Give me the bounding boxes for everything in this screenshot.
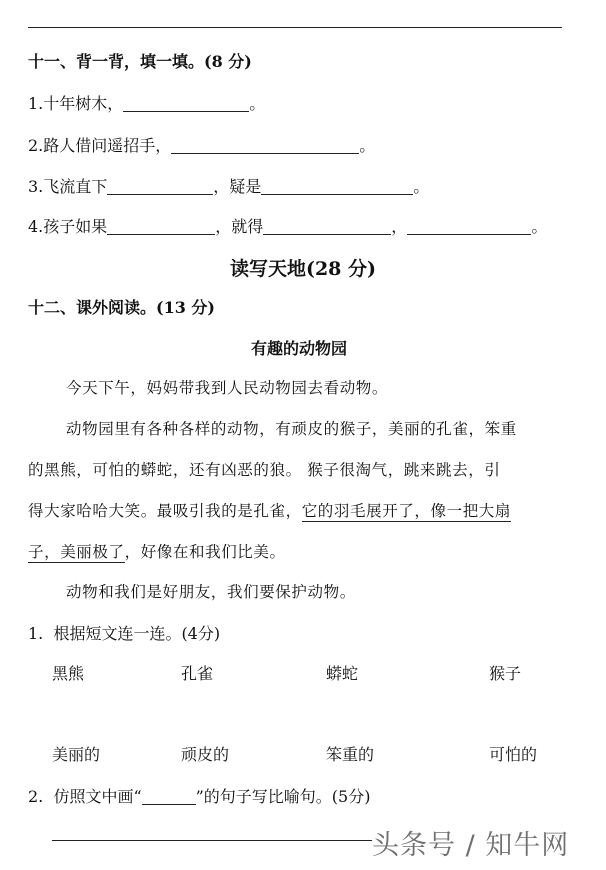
section-heading: 读写天地(28 分) [229,258,377,280]
match-bottom-item[interactable]: 笨重的 [326,745,375,764]
fill-item-3-text: 3.飞流直下 [28,177,108,196]
fill-item-4-text: 4.孩子如果 [28,217,108,236]
underlined-sentence: 子，美丽极了 [28,543,125,561]
match-top-item[interactable]: 黑熊 [52,664,85,683]
fill-item-2: 2.路人借问遥招手， 。 [28,136,376,155]
story-line-3: 得大家哈哈大笑。最吸引我的是孔雀，它的羽毛展开了，像一把大扇 [28,502,512,520]
underline-sample [142,788,196,805]
story-line-4: 子，美丽极了，好像在和我们比美。 [28,543,286,561]
story-paragraph-3: 动物和我们是好朋友，我们要保护动物。 [66,583,356,601]
match-top-item[interactable]: 蟒蛇 [326,664,359,683]
story-line-1: 动物园里有各种各样的动物，有顽皮的猴子，美丽的孔雀，笨重 [66,420,517,438]
fill-item-1: 1.十年树木， 。 [28,94,266,113]
watermark: 头条号 / 知牛网 [372,830,570,861]
answer-blank[interactable] [171,137,359,154]
answer-line[interactable] [52,840,372,841]
answer-blank[interactable] [107,178,213,195]
match-top-item[interactable]: 猴子 [489,664,522,683]
match-bottom-item[interactable]: 美丽的 [52,745,101,764]
section-11-title: 十一、背一背，填一填。(8 分) [28,52,252,71]
fill-item-2-text: 2.路人借问遥招手， [28,136,172,155]
match-bottom-item[interactable]: 顽皮的 [181,745,230,764]
question-2: 2. 仿照文中画“ ”的句子写比喻句。(5分) [28,787,371,806]
story-paragraph-1: 今天下午，妈妈带我到人民动物园去看动物。 [66,379,389,397]
answer-blank[interactable] [261,178,413,195]
answer-blank[interactable] [263,218,391,235]
top-rule [28,27,562,28]
underlined-sentence: 它的羽毛展开了，像一把大扇 [301,502,512,520]
section-12-title: 十二、课外阅读。(13 分) [28,298,215,317]
answer-blank[interactable] [123,95,249,112]
fill-item-4: 4.孩子如果 ，就得 ， 。 [28,217,548,236]
answer-blank[interactable] [107,218,215,235]
question-1: 1. 根据短文连一连。(4分) [28,624,221,643]
answer-blank[interactable] [407,218,531,235]
fill-item-1-text: 1.十年树木， [28,94,124,113]
story-title: 有趣的动物园 [250,339,347,358]
match-top-item[interactable]: 孔雀 [181,664,214,683]
fill-item-3: 3.飞流直下 ，疑是 。 [28,177,430,196]
story-line-2: 的黑熊，可怕的蟒蛇，还有凶恶的狼。 猴子很淘气，跳来跳去，引 [28,461,501,479]
match-bottom-item[interactable]: 可怕的 [489,745,538,764]
